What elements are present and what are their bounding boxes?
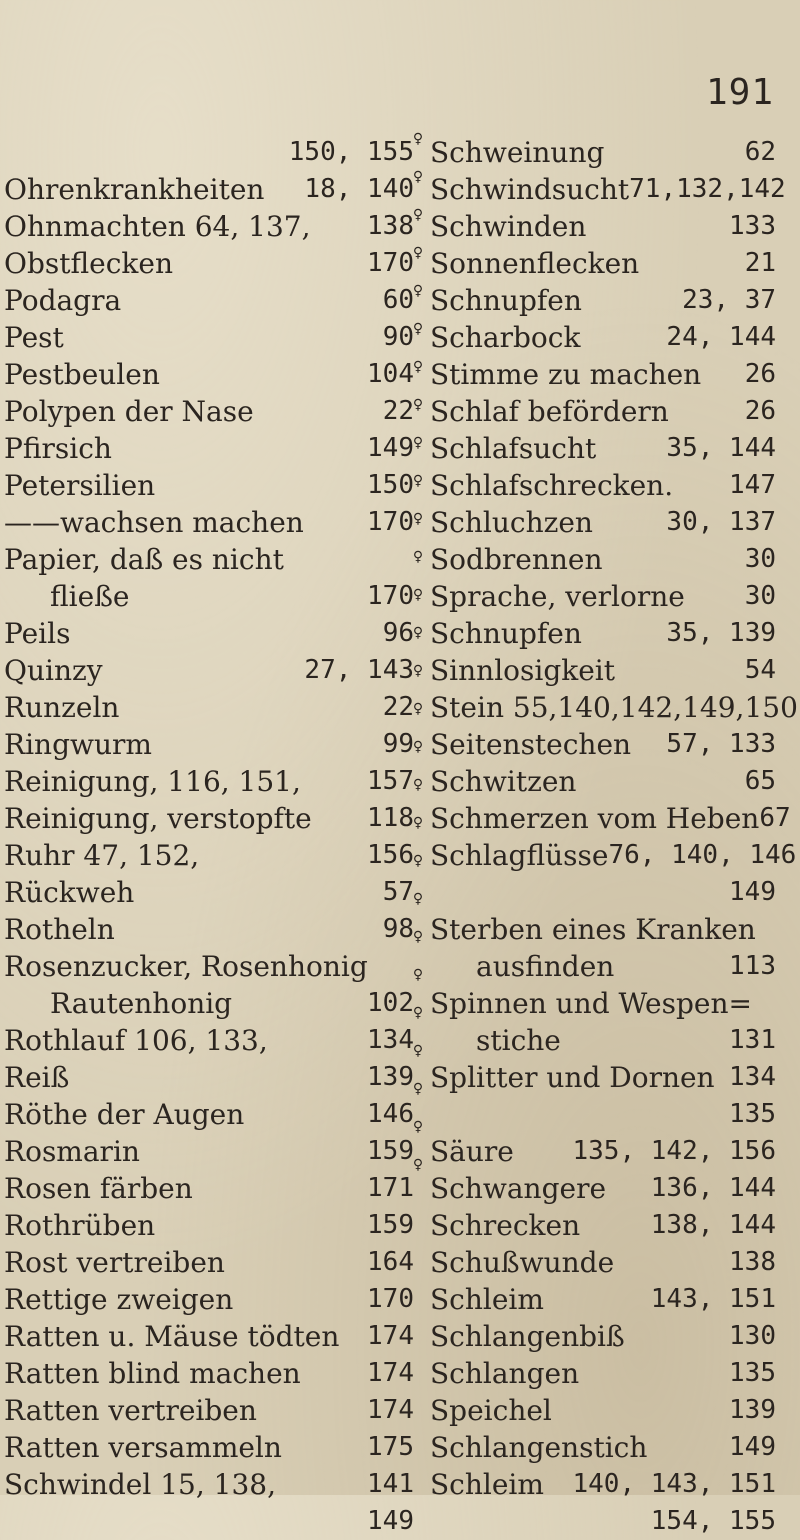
left-pages: 170 xyxy=(367,1284,414,1314)
left-pages: 174 xyxy=(367,1321,414,1351)
left-term: Ratten vertreiben xyxy=(4,1394,257,1427)
index-row xyxy=(0,1281,800,1318)
right-term: Schrecken xyxy=(430,1209,581,1242)
index-row xyxy=(0,615,800,652)
left-pages: 174 xyxy=(367,1358,414,1388)
right-term: stiche xyxy=(476,1024,561,1057)
right-term: Schleim xyxy=(430,1283,544,1316)
left-entry xyxy=(4,1022,414,1059)
right-term: Schußwunde xyxy=(430,1246,615,1279)
left-term: Rothlauf 106, 133, xyxy=(4,1024,268,1057)
left-term: Rosenzucker, Rosenhonig xyxy=(4,950,368,983)
right-term xyxy=(430,1096,729,1133)
left-entry xyxy=(4,985,414,1022)
right-pages: 139 xyxy=(729,1395,776,1425)
index-row xyxy=(0,467,800,504)
left-entry xyxy=(4,208,414,245)
right-pages: 147 xyxy=(729,470,776,500)
left-pages: 164 xyxy=(367,1247,414,1277)
right-term: Schweinung xyxy=(430,136,605,169)
left-term: Rautenhonig xyxy=(50,987,233,1020)
right-pages: 113 xyxy=(729,951,776,981)
index-row xyxy=(0,874,800,911)
right-pages: 130 xyxy=(729,1321,776,1351)
left-entry xyxy=(4,763,414,800)
right-entry xyxy=(430,1096,776,1133)
left-term: Schwindel 15, 138, xyxy=(4,1468,276,1501)
right-entry xyxy=(430,1392,776,1429)
index-row xyxy=(0,134,800,171)
left-entry xyxy=(4,393,414,430)
left-term: Pfirsich xyxy=(4,432,112,465)
right-entry xyxy=(430,874,776,911)
left-entry xyxy=(4,356,414,393)
right-entry xyxy=(430,356,776,393)
left-entry xyxy=(4,171,414,208)
right-entry xyxy=(430,1466,776,1503)
right-entry xyxy=(430,615,776,652)
left-term: Rückweh xyxy=(4,876,135,909)
index-row xyxy=(0,1096,800,1133)
left-pages: 22 xyxy=(382,692,414,722)
index-row xyxy=(0,948,800,985)
left-term: Ratten u. Mäuse tödten xyxy=(4,1320,340,1353)
right-pages: 67 xyxy=(759,803,791,833)
left-entry xyxy=(4,134,414,171)
index-row xyxy=(0,208,800,245)
left-pages: 134 xyxy=(367,1025,414,1055)
left-term: fließe xyxy=(50,580,130,613)
index-row xyxy=(0,689,800,726)
right-entry xyxy=(430,1318,776,1355)
index-row xyxy=(0,1244,800,1281)
right-entry xyxy=(430,689,798,726)
index-row xyxy=(0,1022,800,1059)
right-term: Seitenstechen xyxy=(430,728,632,761)
right-term: Schleim xyxy=(430,1468,544,1501)
right-pages: 26 xyxy=(744,359,776,389)
index-row xyxy=(0,800,800,837)
right-pages: 62 xyxy=(744,137,776,167)
right-entry xyxy=(430,504,776,541)
left-pages: 170 xyxy=(367,581,414,611)
left-term: Ruhr 47, 152, xyxy=(4,839,200,872)
right-term: Schwitzen xyxy=(430,765,577,798)
right-term: Schnupfen xyxy=(430,284,582,317)
left-pages: 22 xyxy=(382,396,414,426)
index-row xyxy=(0,911,800,948)
right-entry xyxy=(430,911,776,948)
left-term: Reiß xyxy=(4,1061,70,1094)
right-entry xyxy=(430,208,776,245)
left-entry xyxy=(4,578,414,615)
page-number: 191 xyxy=(705,72,774,113)
left-entry xyxy=(4,467,414,504)
index-entries xyxy=(0,131,800,1540)
right-entry xyxy=(430,1133,776,1170)
left-pages: 141 xyxy=(367,1469,414,1499)
left-pages: 159 xyxy=(367,1136,414,1166)
left-pages: 150, 155 xyxy=(288,137,414,167)
left-term: Rotheln xyxy=(4,913,115,946)
index-row xyxy=(0,578,800,615)
left-entry xyxy=(4,245,414,282)
right-term xyxy=(430,1503,651,1540)
left-pages: 175 xyxy=(367,1432,414,1462)
right-term: Sodbrennen xyxy=(430,543,603,576)
right-pages: 30 xyxy=(744,581,776,611)
left-term: Quinzy xyxy=(4,654,103,687)
index-row xyxy=(0,541,800,578)
left-entry xyxy=(4,874,414,911)
right-entry xyxy=(430,541,776,578)
right-pages: 131 xyxy=(729,1025,776,1055)
left-term: Rosmarin xyxy=(4,1135,140,1168)
index-row xyxy=(0,1503,800,1540)
right-term: Sinnlosigkeit xyxy=(430,654,616,687)
index-row xyxy=(0,356,800,393)
right-entry xyxy=(430,800,791,837)
left-pages: 102 xyxy=(367,988,414,1018)
left-term: Obstflecken xyxy=(4,247,173,280)
left-pages: 139 xyxy=(367,1062,414,1092)
right-pages: 26 xyxy=(744,396,776,426)
index-row xyxy=(0,985,800,1022)
left-term: Rettige zweigen xyxy=(4,1283,234,1316)
left-pages: 99 xyxy=(382,729,414,759)
index-row xyxy=(0,171,800,208)
left-entry xyxy=(4,1503,414,1540)
right-term: Spinnen und Wespen= xyxy=(430,987,752,1020)
right-term: Schmerzen vom Heben xyxy=(430,802,760,835)
right-pages: 149 xyxy=(729,1432,776,1462)
right-pages: 23, 37 xyxy=(682,285,776,315)
index-row xyxy=(0,837,800,874)
right-term: Schlafsucht xyxy=(430,432,597,465)
left-term: Ringwurm xyxy=(4,728,152,761)
left-pages: 60 xyxy=(382,285,414,315)
right-pages: 143, 151 xyxy=(650,1284,776,1314)
right-pages: 65 xyxy=(744,766,776,796)
right-pages: 71,132,142 xyxy=(629,174,786,204)
right-term: Schlangenstich xyxy=(430,1431,648,1464)
right-term: Schlangenbiß xyxy=(430,1320,625,1353)
left-entry xyxy=(4,430,414,467)
right-entry xyxy=(430,467,776,504)
right-entry xyxy=(430,134,776,171)
left-pages: 98 xyxy=(382,914,414,944)
left-pages: 149 xyxy=(367,1506,414,1536)
index-row xyxy=(0,1355,800,1392)
left-term: Ohrenkrankheiten xyxy=(4,173,265,206)
left-pages: 170 xyxy=(367,507,414,537)
right-term: Schwinden xyxy=(430,210,587,243)
left-term: Pestbeulen xyxy=(4,358,160,391)
left-term: Podagra xyxy=(4,284,122,317)
right-pages: 57, 133 xyxy=(666,729,776,759)
left-pages: 156 xyxy=(367,840,414,870)
right-entry xyxy=(430,1355,776,1392)
left-entry xyxy=(4,1392,414,1429)
left-entry xyxy=(4,541,414,578)
index-row xyxy=(0,1133,800,1170)
right-pages: 135 xyxy=(729,1099,776,1129)
left-entry xyxy=(4,1133,414,1170)
right-pages: 76, 140, 146 xyxy=(608,840,797,870)
left-entry xyxy=(4,1096,414,1133)
right-pages: 21 xyxy=(744,248,776,278)
index-row xyxy=(0,319,800,356)
left-term: Pest xyxy=(4,321,64,354)
left-entry xyxy=(4,911,414,948)
left-term: Röthe der Augen xyxy=(4,1098,245,1131)
right-pages: 138, 144 xyxy=(650,1210,776,1240)
right-term: Speichel xyxy=(430,1394,552,1427)
left-entry xyxy=(4,1170,414,1207)
right-entry xyxy=(430,1170,776,1207)
right-entry xyxy=(430,763,776,800)
left-term: Ratten versammeln xyxy=(4,1431,282,1464)
left-term: Rost vertreiben xyxy=(4,1246,225,1279)
left-entry xyxy=(4,1355,414,1392)
left-term: Petersilien xyxy=(4,469,156,502)
left-term: Ohnmachten 64, 137, xyxy=(4,210,311,243)
right-entry xyxy=(430,1281,776,1318)
index-row xyxy=(0,245,800,282)
index-row xyxy=(0,282,800,319)
right-entry xyxy=(430,578,776,615)
right-pages: 140, 143, 151 xyxy=(572,1469,776,1499)
right-pages: 134 xyxy=(729,1062,776,1092)
right-term: Schwangere xyxy=(430,1172,607,1205)
right-term: Splitter und Dornen xyxy=(430,1061,715,1094)
index-row xyxy=(0,1059,800,1096)
left-pages: 150 xyxy=(367,470,414,500)
right-entry xyxy=(430,948,776,985)
left-term: Reinigung, verstopfte xyxy=(4,802,312,835)
index-row xyxy=(0,504,800,541)
right-entry xyxy=(430,985,776,1022)
index-row xyxy=(0,1318,800,1355)
index-row xyxy=(0,763,800,800)
right-term: ausfinden xyxy=(476,950,615,983)
left-entry xyxy=(4,1429,414,1466)
left-pages: 170 xyxy=(367,248,414,278)
right-pages: 24, 144 xyxy=(666,322,776,352)
right-term: Säure xyxy=(430,1135,514,1168)
left-pages: 171 xyxy=(367,1173,414,1203)
left-term xyxy=(4,1503,367,1540)
index-row xyxy=(0,1466,800,1503)
left-term: Reinigung, 116, 151, xyxy=(4,765,301,798)
left-pages: 146 xyxy=(367,1099,414,1129)
left-pages: 174 xyxy=(367,1395,414,1425)
right-pages: 35, 144 xyxy=(666,433,776,463)
right-entry xyxy=(430,282,776,319)
left-pages: 90 xyxy=(382,322,414,352)
right-pages: 135 xyxy=(729,1358,776,1388)
left-pages: 27, 143 xyxy=(304,655,414,685)
left-entry xyxy=(4,837,414,874)
left-pages: 157 xyxy=(367,766,414,796)
left-pages: 149 xyxy=(367,433,414,463)
right-term: Schlagflüsse xyxy=(430,839,609,872)
right-entry xyxy=(430,1022,776,1059)
left-entry xyxy=(4,1244,414,1281)
left-term: Polypen der Nase xyxy=(4,395,254,428)
left-term: Runzeln xyxy=(4,691,120,724)
index-row xyxy=(0,430,800,467)
right-entry xyxy=(430,430,776,467)
left-entry xyxy=(4,726,414,763)
right-term: Scharbock xyxy=(430,321,581,354)
right-term: Sterben eines Kranken xyxy=(430,913,756,946)
right-entry xyxy=(430,1429,776,1466)
right-pages: 149 xyxy=(729,877,776,907)
right-entry xyxy=(430,1207,776,1244)
right-term: Schnupfen xyxy=(430,617,582,650)
right-pages: 135, 142, 156 xyxy=(572,1136,776,1166)
index-row xyxy=(0,726,800,763)
right-entry xyxy=(430,171,786,208)
index-row xyxy=(0,1392,800,1429)
right-pages: 136, 144 xyxy=(650,1173,776,1203)
left-entry xyxy=(4,282,414,319)
left-entry xyxy=(4,948,414,985)
right-pages: 30, 137 xyxy=(666,507,776,537)
right-pages: 154, 155 xyxy=(650,1506,776,1536)
left-entry xyxy=(4,652,414,689)
left-term xyxy=(4,134,289,171)
right-term: Stimme zu machen xyxy=(430,358,702,391)
right-entry xyxy=(430,1244,776,1281)
right-entry xyxy=(430,652,776,689)
right-entry xyxy=(430,319,776,356)
left-pages: 138 xyxy=(367,211,414,241)
left-term: ——wachsen machen xyxy=(4,506,304,539)
left-entry xyxy=(4,689,414,726)
column-divider-ornament: ♀ ♀ ♀ ♀ ♀ ♀ ♀ ♀ ♀ ♀ ♀ ♀ ♀ ♀ ♀ ♀ ♀ ♀ ♀ ♀ ♀ ♀ ♀ ♀ ♀ ♀ ♀ ♀ xyxy=(412,131,424,1173)
right-pages: 30 xyxy=(744,544,776,574)
left-entry xyxy=(4,319,414,356)
right-entry xyxy=(430,393,776,430)
right-term: Schluchzen xyxy=(430,506,593,539)
index-row xyxy=(0,393,800,430)
left-pages: 96 xyxy=(382,618,414,648)
index-row xyxy=(0,1170,800,1207)
right-term: Schlafschrecken. xyxy=(430,469,674,502)
left-term: Papier, daß es nicht xyxy=(4,543,284,576)
left-pages: 118 xyxy=(367,803,414,833)
right-entry xyxy=(430,726,776,763)
left-pages: 57 xyxy=(382,877,414,907)
right-pages: 54 xyxy=(744,655,776,685)
right-pages: 138 xyxy=(729,1247,776,1277)
left-term: Rothrüben xyxy=(4,1209,156,1242)
right-entry xyxy=(430,1059,776,1096)
left-entry xyxy=(4,504,414,541)
left-term: Rosen färben xyxy=(4,1172,193,1205)
right-term xyxy=(430,874,729,911)
left-pages: 18, 140 xyxy=(304,174,414,204)
left-entry xyxy=(4,1059,414,1096)
right-term: Sonnenflecken xyxy=(430,247,640,280)
left-term: Ratten blind machen xyxy=(4,1357,301,1390)
left-entry xyxy=(4,615,414,652)
index-row xyxy=(0,652,800,689)
left-entry xyxy=(4,800,414,837)
left-pages: 159 xyxy=(367,1210,414,1240)
left-entry xyxy=(4,1466,414,1503)
right-pages: 35, 139 xyxy=(666,618,776,648)
right-entry xyxy=(430,245,776,282)
right-entry xyxy=(430,1503,776,1540)
right-term: Schlaf befördern xyxy=(430,395,669,428)
right-entry xyxy=(430,837,797,874)
left-pages: 104 xyxy=(367,359,414,389)
right-term: Sprache, verlorne xyxy=(430,580,685,613)
right-term: Schlangen xyxy=(430,1357,580,1390)
left-entry xyxy=(4,1281,414,1318)
left-entry xyxy=(4,1207,414,1244)
index-row xyxy=(0,1207,800,1244)
left-entry xyxy=(4,1318,414,1355)
right-term: Schwindsucht xyxy=(430,173,630,206)
right-pages: 133 xyxy=(729,211,776,241)
left-term: Peils xyxy=(4,617,71,650)
right-term: Stein 55,140,142,149,150 xyxy=(430,691,798,724)
index-row xyxy=(0,1429,800,1466)
